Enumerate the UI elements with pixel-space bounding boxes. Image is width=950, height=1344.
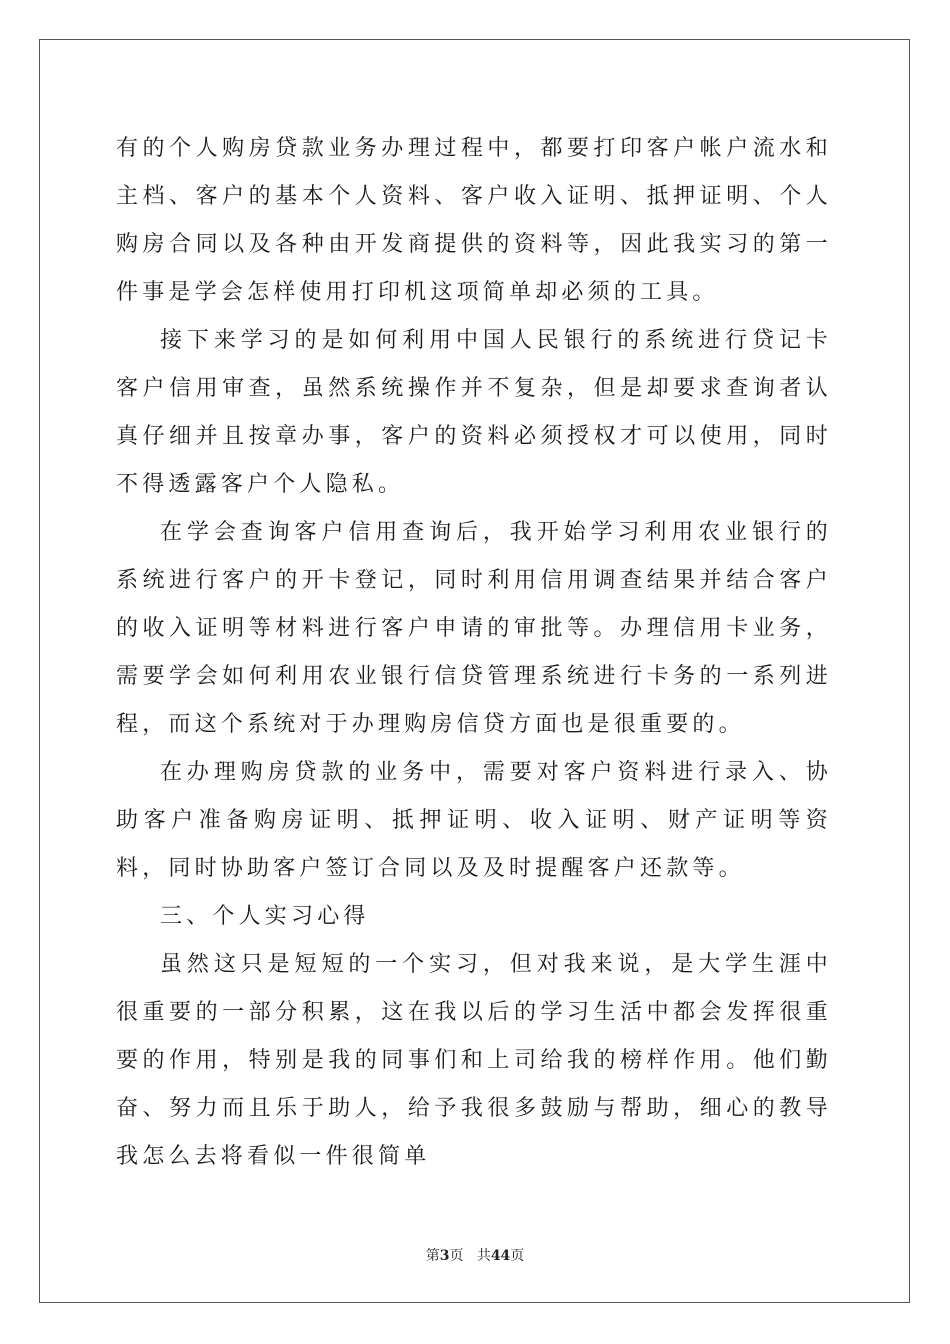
page-footer [0, 1247, 950, 1265]
paragraph-card-registration: 在学会查询客户信用查询后，我开始学习利用农业银行的系统进行客户的开卡登记，同时利用信用调查结果并结合客户的收入证明等材料进行客户申请的审批等。办理信用卡业务，需要学会如何利用农业银行信贷管理系统进行卡务的一系列进程，而这个系统对于办理购房信贷方面也是很重要的。 [116, 520, 832, 737]
page-number: 3 [439, 1248, 450, 1264]
paragraph-continued: 有的个人购房贷款业务办理过程中，都要打印客户帐户流水和主档、客户的基本个人资料、客户收入证明、抵押证明、个人购房合同以及各种由开发商提供的资料等，因此我实习的第一件事是学会怎样使用打印机这项简单却必须的工具。 [116, 136, 832, 305]
page-suffix: 页 [449, 1248, 464, 1264]
paragraph-reflection: 虽然这只是短短的一个实习，但对我来说，是大学生涯中很重要的一部分积累，这在我以后的学习生活中都会发挥很重要的作用，特别是我的同事们和上司给我的榜样作用。他们勤奋、努力而且乐于助人，给予我很多鼓励与帮助，细心的教导我怎么去将看似一件很简单 [116, 952, 832, 1169]
total-pages: 44 [490, 1248, 511, 1264]
paragraph-credit-review: 接下来学习的是如何利用中国人民银行的系统进行贷记卡客户信用审查，虽然系统操作并不复杂，但是却要求查询者认真仔细并且按章办事，客户的资料必须授权才可以使用，同时不得透露客户个人隐私。 [116, 328, 832, 497]
total-suffix: 页 [510, 1248, 525, 1264]
total-prefix: 共 [476, 1248, 491, 1264]
document-body [116, 125, 832, 1181]
section-heading: 三、个人实习心得 [160, 904, 370, 929]
paragraph-housing-loan: 在办理购房贷款的业务中，需要对客户资料进行录入、协助客户准备购房证明、抵押证明、收入证明、财产证明等资料，同时协助客户签订合同以及及时提醒客户还款等。 [116, 760, 832, 881]
page-prefix: 第 [425, 1248, 440, 1264]
